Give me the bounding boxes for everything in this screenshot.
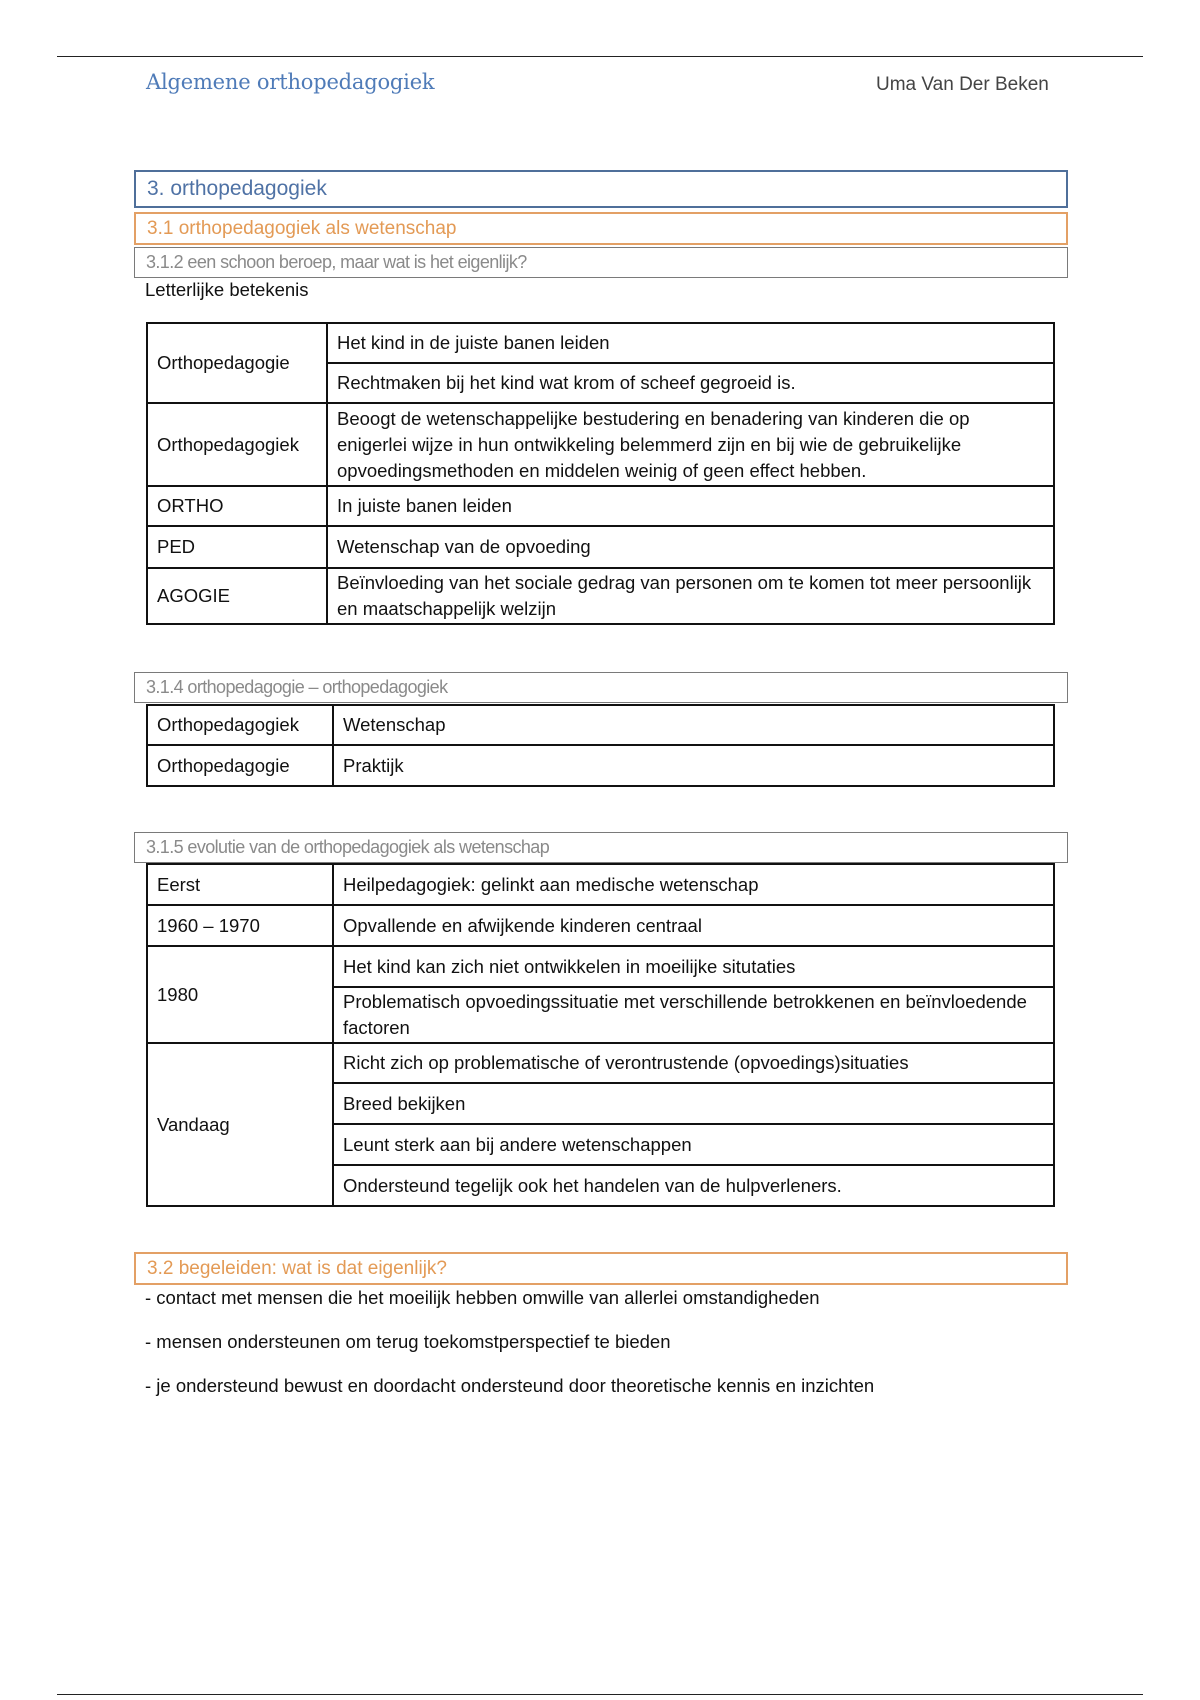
definition-cell: Het kind kan zich niet ontwikkelen in moeilijke situtaties bbox=[333, 946, 1054, 987]
table-letterlijke-betekenis bbox=[146, 322, 1055, 625]
definition-cell: Heilpedagogiek: gelinkt aan medische wetenschap bbox=[333, 864, 1054, 905]
definition-cell: Ondersteund tegelijk ook het handelen van de hulpverleners. bbox=[333, 1165, 1054, 1206]
heading-3-1-5: 3.1.5 evolutie van de orthopedagogiek als wetenschap bbox=[134, 832, 1068, 863]
term-cell: 1980 bbox=[147, 946, 333, 1043]
top-rule bbox=[57, 56, 1143, 57]
term-cell: Vandaag bbox=[147, 1043, 333, 1206]
table-orthopedagogie-orthopedagogiek bbox=[146, 704, 1055, 787]
table-row bbox=[147, 403, 1054, 486]
bullet-item: - je ondersteund bewust en doordacht ondersteund door theoretische kennis en inzichten bbox=[145, 1375, 875, 1396]
definition-cell: Opvallende en afwijkende kinderen centraal bbox=[333, 905, 1054, 946]
term-cell: AGOGIE bbox=[147, 568, 327, 624]
definition-cell: Beïnvloeding van het sociale gedrag van personen om te komen tot meer persoonlijk en maatschappelijk welzijn bbox=[327, 568, 1054, 624]
table-row bbox=[147, 486, 1054, 526]
term-cell: Orthopedagogiek bbox=[147, 705, 333, 745]
intro-letterlijke-betekenis: Letterlijke betekenis bbox=[145, 279, 309, 300]
term-cell: ORTHO bbox=[147, 486, 327, 526]
heading-3-2: 3.2 begeleiden: wat is dat eigenlijk? bbox=[134, 1252, 1068, 1285]
table-row bbox=[147, 323, 1054, 363]
author-name: Uma Van Der Beken bbox=[876, 74, 1049, 95]
table-row bbox=[147, 568, 1054, 624]
heading-3: 3. orthopedagogiek bbox=[134, 170, 1068, 208]
heading-3-1: 3.1 orthopedagogiek als wetenschap bbox=[134, 212, 1068, 245]
term-cell: Orthopedagogie bbox=[147, 745, 333, 786]
definition-cell: Breed bekijken bbox=[333, 1083, 1054, 1124]
definition-cell: Richt zich op problematische of verontrustende (opvoedings)situaties bbox=[333, 1043, 1054, 1083]
table-evolutie bbox=[146, 863, 1055, 1207]
bullet-item: - mensen ondersteunen om terug toekomstperspectief te bieden bbox=[145, 1331, 671, 1352]
heading-3-1-4: 3.1.4 orthopedagogie – orthopedagogiek bbox=[134, 672, 1068, 703]
term-cell: PED bbox=[147, 526, 327, 568]
bullet-item: - contact met mensen die het moeilijk hebben omwille van allerlei omstandigheden bbox=[145, 1287, 820, 1308]
definition-cell: In juiste banen leiden bbox=[327, 486, 1054, 526]
definition-cell: Wetenschap van de opvoeding bbox=[327, 526, 1054, 568]
document-title: Algemene orthopedagogiek bbox=[146, 70, 435, 94]
table-row bbox=[147, 946, 1054, 987]
table-row bbox=[147, 905, 1054, 946]
table-row bbox=[147, 1043, 1054, 1083]
definition-cell: Het kind in de juiste banen leiden bbox=[327, 323, 1054, 363]
definition-cell: Wetenschap bbox=[333, 705, 1054, 745]
table-row bbox=[147, 526, 1054, 568]
term-cell: Orthopedagogiek bbox=[147, 403, 327, 486]
term-cell: 1960 – 1970 bbox=[147, 905, 333, 946]
heading-3-1-2: 3.1.2 een schoon beroep, maar wat is het eigenlijk? bbox=[134, 247, 1068, 278]
definition-cell: Rechtmaken bij het kind wat krom of scheef gegroeid is. bbox=[327, 363, 1054, 403]
table-row bbox=[147, 705, 1054, 745]
definition-cell: Leunt sterk aan bij andere wetenschappen bbox=[333, 1124, 1054, 1165]
term-cell: Orthopedagogie bbox=[147, 323, 327, 403]
definition-cell: Praktijk bbox=[333, 745, 1054, 786]
term-cell: Eerst bbox=[147, 864, 333, 905]
table-row bbox=[147, 864, 1054, 905]
table-row bbox=[147, 745, 1054, 786]
bottom-rule bbox=[57, 1694, 1143, 1695]
definition-cell: Problematisch opvoedingssituatie met verschillende betrokkenen en beïnvloedende factoren bbox=[333, 987, 1054, 1043]
definition-cell: Beoogt de wetenschappelijke bestudering en benadering van kinderen die op enigerlei wijze in hun ontwikkeling belemmerd zijn en bij wie de gebruikelijke opvoedingsmethoden en middelen weinig of geen effect hebben. bbox=[327, 403, 1054, 486]
